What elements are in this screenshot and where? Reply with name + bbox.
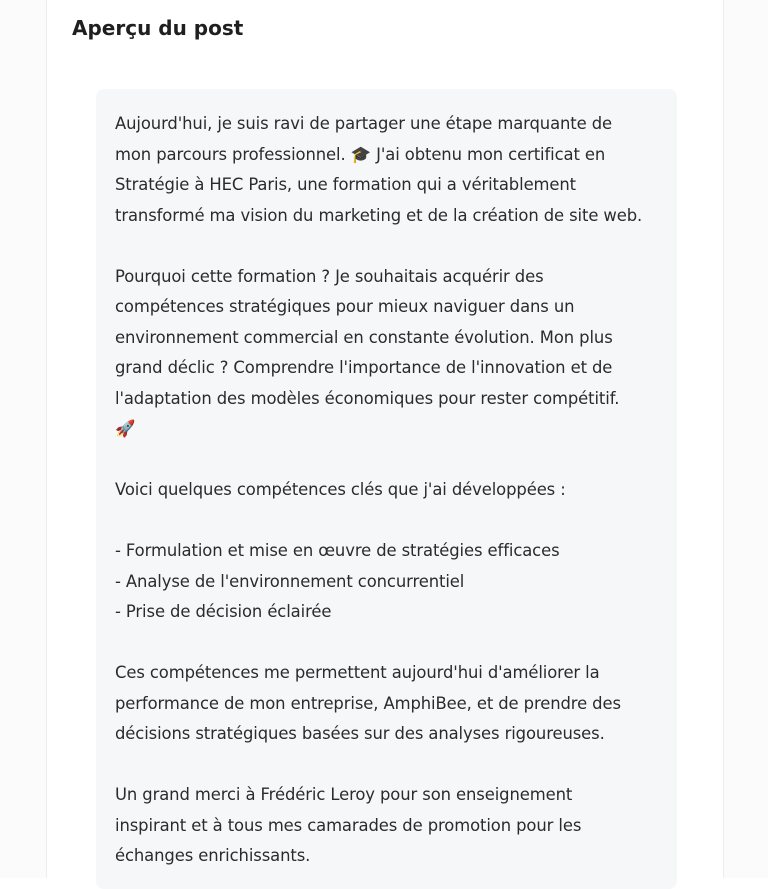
post-line: grand déclic ? Comprendre l'importance de l'innovation et de (115, 358, 613, 377)
post-paragraph (115, 475, 661, 506)
post-preview-card (46, 0, 724, 878)
card-title: Aperçu du post (72, 16, 244, 40)
post-line: Voici quelques compétences clés que j'ai développées : (115, 480, 566, 499)
post-line: performance de mon entreprise, AmphiBee, et de prendre des (115, 693, 621, 713)
post-line: Un grand merci à Frédéric Leroy pour son enseignement (115, 785, 573, 804)
post-line: - Prise de décision éclairée (115, 602, 332, 621)
post-line: échanges enrichissants. (115, 846, 311, 865)
post-paragraph (115, 262, 661, 445)
post-body (115, 109, 661, 872)
post-paragraph (115, 536, 661, 628)
post-line: - Formulation et mise en œuvre de stratégies efficaces (115, 541, 560, 560)
post-line: Ces compétences me permettent aujourd'hui d'améliorer la (115, 663, 600, 682)
post-paragraph (115, 658, 661, 750)
post-line: Aujourd'hui, je suis ravi de partager une étape marquante de (115, 114, 613, 133)
post-line: transformé ma vision du marketing et de la création de site web. (115, 205, 643, 225)
post-line: environnement commercial en constante évolution. Mon plus (115, 327, 613, 347)
post-line: mon parcours professionnel. 🎓 J'ai obtenu mon certificat en (115, 144, 606, 164)
post-paragraph (115, 109, 661, 231)
post-line: 🚀 (115, 419, 136, 438)
post-line: Stratégie à HEC Paris, une formation qui a véritablement (115, 175, 577, 194)
post-line: l'adaptation des modèles économiques pour rester compétitif. (115, 388, 620, 408)
post-line: Pourquoi cette formation ? Je souhaitais acquérir des (115, 266, 544, 286)
post-line: inspirant et à tous mes camarades de promotion pour les (115, 815, 582, 835)
post-paragraph (115, 780, 661, 872)
post-line: compétences stratégiques pour mieux naviguer dans un (115, 297, 575, 316)
post-line: - Analyse de l'environnement concurrentiel (115, 571, 465, 591)
post-preview-box (96, 89, 677, 889)
post-line: décisions stratégiques basées sur des analyses rigoureuses. (115, 724, 605, 743)
